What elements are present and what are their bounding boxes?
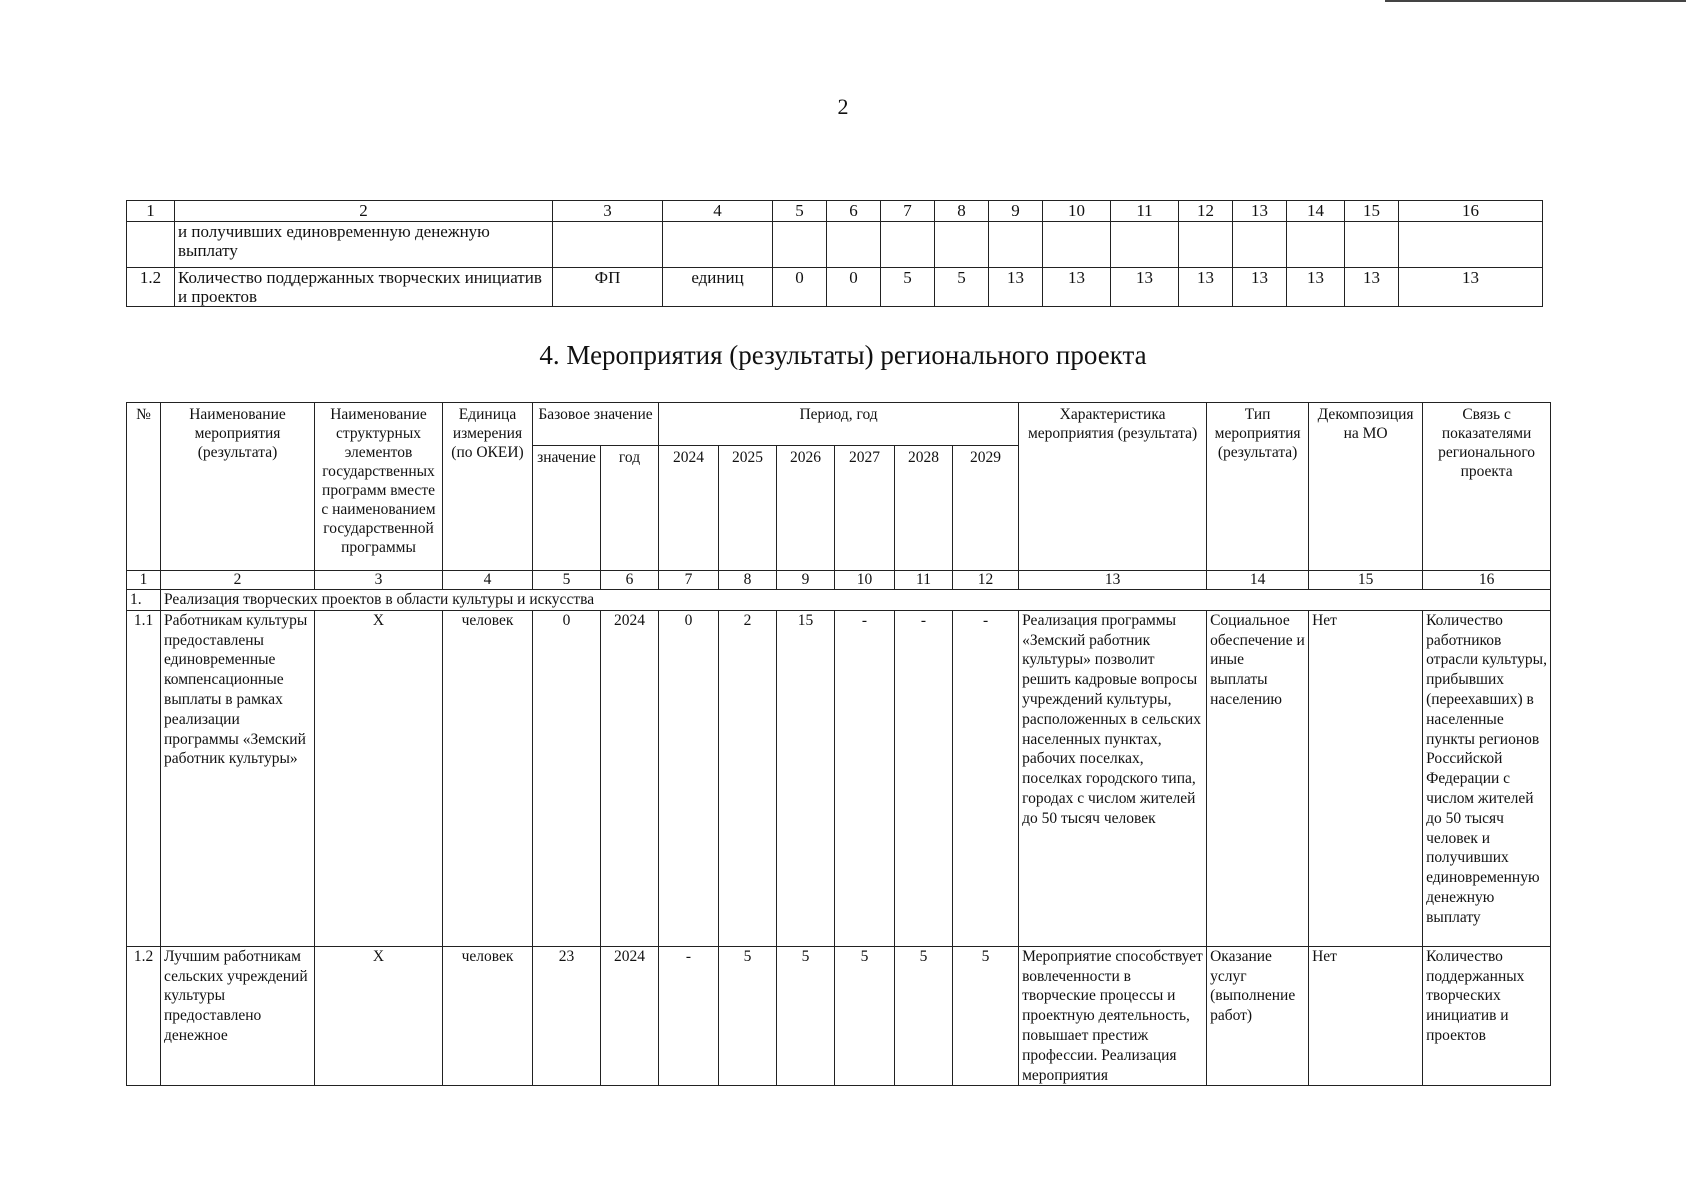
column-number-row (127, 571, 1551, 590)
table-row (127, 946, 1551, 1086)
table-cell: 6 (601, 571, 659, 590)
table-cell: 15 (1309, 571, 1423, 590)
table-cell: 1.2 (127, 268, 175, 307)
table-cell: 3 (315, 571, 443, 590)
table-cell (1233, 222, 1287, 268)
table-cell: 0 (773, 268, 827, 307)
table-cell: и получивших единовременную денежную выплату (175, 222, 553, 268)
header-period: Период, год (659, 403, 1019, 446)
header-base-value: значение (533, 446, 601, 571)
table-row (127, 222, 1543, 268)
table-cell: 10 (835, 571, 895, 590)
table-cell: 5 (777, 946, 835, 1086)
table-cell: 5 (835, 946, 895, 1086)
table-cell: Оказание услуг (выполнение работ) (1207, 946, 1309, 1086)
table-cell: - (835, 610, 895, 946)
header-struct: Наименование структурных элементов государственных программ вместе с наименованием государственной программы (315, 403, 443, 571)
table-cell (1043, 222, 1111, 268)
table-cell: 5 (773, 201, 827, 222)
table-cell (1111, 222, 1179, 268)
header-base-year: год (601, 446, 659, 571)
table-cell: 15 (1345, 201, 1399, 222)
page-number: 2 (837, 94, 849, 119)
table-cell (989, 222, 1043, 268)
table-cell: - (659, 946, 719, 1086)
table-cell: 11 (1111, 201, 1179, 222)
header-num: № (127, 403, 161, 571)
table-cell: 1 (127, 201, 175, 222)
header-year: 2025 (719, 446, 777, 571)
table-cell: 8 (719, 571, 777, 590)
section-title: 4. Мероприятия (результаты) регионального проекта (539, 340, 1147, 370)
table-cell (1287, 222, 1345, 268)
table-cell: 13 (1233, 268, 1287, 307)
table-cell (827, 222, 881, 268)
table-cell: 4 (663, 201, 773, 222)
table-cell: 13 (1111, 268, 1179, 307)
table-cell: 13 (1345, 268, 1399, 307)
table-header-row (127, 403, 1551, 446)
table-cell: 9 (777, 571, 835, 590)
table-cell: 8 (935, 201, 989, 222)
table-cell (773, 222, 827, 268)
table-cell: - (895, 610, 953, 946)
table-cell: 14 (1207, 571, 1309, 590)
table-cell (1399, 222, 1543, 268)
table-cell: Мероприятие способствует вовлеченности в творческие процессы и проектную деятельность, повышает престиж профессии. Реализация мероприятия (1019, 946, 1207, 1086)
table-cell: Нет (1309, 946, 1423, 1086)
table-cell: 5 (935, 268, 989, 307)
table-cell: Количество работников отрасли культуры, прибывших (переехавших) в населенные пункты регионов Российской Федерации с числом жителей до 50 тысяч человек и получивших единовременную денежную выплату (1423, 610, 1551, 946)
table-cell (935, 222, 989, 268)
table-cell: 1. (127, 590, 161, 611)
header-decomposition: Декомпозиция на МО (1309, 403, 1423, 571)
table-cell: 1 (127, 571, 161, 590)
section-title-cell: Реализация творческих проектов в области культуры и искусства (161, 590, 1551, 611)
table-cell: 2 (175, 201, 553, 222)
section-row (127, 590, 1551, 611)
table-cell: Количество поддержанных творческих инициатив и проектов (1423, 946, 1551, 1086)
table-cell: 7 (881, 201, 935, 222)
header-year: 2027 (835, 446, 895, 571)
table-cell: 15 (777, 610, 835, 946)
table-cell: Х (315, 610, 443, 946)
activities-table (126, 402, 1551, 1086)
indicators-table-continuation (126, 200, 1543, 307)
table-cell: единиц (663, 268, 773, 307)
header-base: Базовое значение (533, 403, 659, 446)
table-cell: 14 (1287, 201, 1345, 222)
header-unit: Единица измерения (по ОКЕИ) (443, 403, 533, 571)
table-cell: 13 (1287, 268, 1345, 307)
table-cell: 3 (553, 201, 663, 222)
table-cell: 5 (533, 571, 601, 590)
table-cell: 13 (989, 268, 1043, 307)
header-year: 2026 (777, 446, 835, 571)
table-row (127, 268, 1543, 307)
table-cell: 4 (443, 571, 533, 590)
table-cell: 7 (659, 571, 719, 590)
table-cell: 6 (827, 201, 881, 222)
table-cell: человек (443, 946, 533, 1086)
header-link: Связь с показателями регионального проекта (1423, 403, 1551, 571)
top-edge-line (1385, 0, 1686, 2)
header-year: 2028 (895, 446, 953, 571)
table-cell: - (953, 610, 1019, 946)
table-cell: 0 (659, 610, 719, 946)
table-cell: 23 (533, 946, 601, 1086)
table-cell: 5 (895, 946, 953, 1086)
table-cell (553, 222, 663, 268)
table-cell: 0 (827, 268, 881, 307)
table-cell: Реализация программы «Земский работник культуры» позволит решить кадровые вопросы учреждений культуры, расположенных в сельских населенных пунктах, рабочих поселках, поселках городского типа, городах с числом жителей до 50 тысяч человек (1019, 610, 1207, 946)
table-cell: 2024 (601, 610, 659, 946)
table-cell: человек (443, 610, 533, 946)
table-cell: 2024 (601, 946, 659, 1086)
table-cell: 13 (1043, 268, 1111, 307)
table-cell: 2 (719, 610, 777, 946)
table-cell: Лучшим работникам сельских учреждений культуры предоставлено денежное (161, 946, 315, 1086)
table-cell: 1.1 (127, 610, 161, 946)
table-cell (127, 222, 175, 268)
table-cell: 5 (719, 946, 777, 1086)
table-row (127, 610, 1551, 946)
table-cell: 1.2 (127, 946, 161, 1086)
header-year: 2024 (659, 446, 719, 571)
table-cell: 12 (1179, 201, 1233, 222)
table-cell: 13 (1179, 268, 1233, 307)
table-cell: 16 (1399, 201, 1543, 222)
table-cell: 0 (533, 610, 601, 946)
table-cell (663, 222, 773, 268)
table-cell: 5 (881, 268, 935, 307)
table-cell: Х (315, 946, 443, 1086)
table-cell: 9 (989, 201, 1043, 222)
table-cell (1345, 222, 1399, 268)
table-cell: 5 (953, 946, 1019, 1086)
table-cell: 16 (1423, 571, 1551, 590)
table-cell: ФП (553, 268, 663, 307)
table-cell: 11 (895, 571, 953, 590)
table-cell: Количество поддержанных творческих инициатив и проектов (175, 268, 553, 307)
table-header-row (127, 201, 1543, 222)
table-cell: 10 (1043, 201, 1111, 222)
table-cell (1179, 222, 1233, 268)
header-name: Наименование мероприятия (результата) (161, 403, 315, 571)
table-cell: 13 (1233, 201, 1287, 222)
table-cell: Социальное обеспечение и иные выплаты населению (1207, 610, 1309, 946)
header-characteristic: Характеристика мероприятия (результата) (1019, 403, 1207, 571)
table-cell: 13 (1399, 268, 1543, 307)
table-cell: Работникам культуры предоставлены единовременные компенсационные выплаты в рамках реализации программы «Земский работник культуры» (161, 610, 315, 946)
header-year: 2029 (953, 446, 1019, 571)
table-cell: 12 (953, 571, 1019, 590)
table-cell: Нет (1309, 610, 1423, 946)
table-cell (881, 222, 935, 268)
table-cell: 13 (1019, 571, 1207, 590)
table-cell: 2 (161, 571, 315, 590)
header-type: Тип мероприятия (результата) (1207, 403, 1309, 571)
